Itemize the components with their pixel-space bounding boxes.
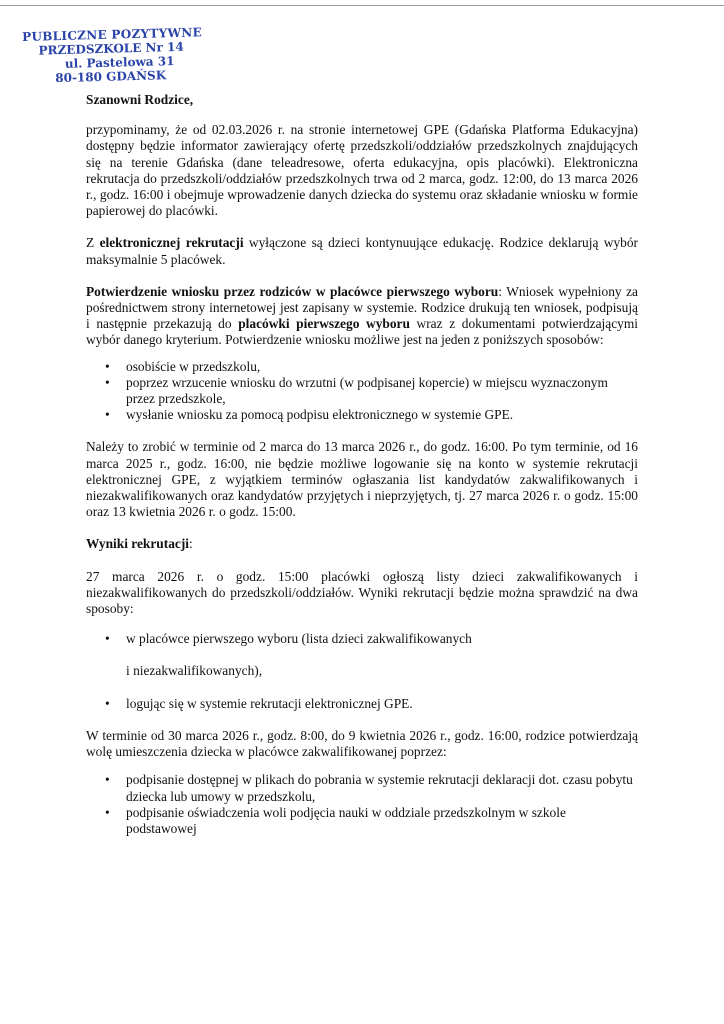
paragraph-confirm-will: W terminie od 30 marca 2026 r., godz. 8:00, do 9 kwietnia 2026 r., godz. 16:00, rodzice potwierdzają wolę umieszczenia dziecka w placówce zakwalifikowanej poprzez: (86, 727, 638, 760)
list-item: • logując się w systemie rekrutacji elektronicznej GPE. (86, 696, 638, 712)
paragraph-deadline: Należy to zrobić w terminie od 2 marca do 13 marca 2026 r., do godz. 16:00. Po tym terminie, od 16 marca 2025 r., godz. 16:00, nie będzie możliwe logowanie się na konto w systemie rekrutacji elektronicznej GPE, z wyjątkiem terminów ogłaszania list kandydatów zakwalifikowanych i niezakwalifikowanych oraz kandydatów przyjętych i nieprzyjętych, tj. 27 marca 2026 r. o godz. 15:00 oraz 13 kwietnia 2026 r. o godz. 15:00. (86, 439, 638, 520)
p2-bold: elektronicznej rekrutacji (99, 235, 244, 251)
stamp-line-school: PRZEDSZKOLE Nr 14 (38, 39, 184, 58)
school-stamp (22, 25, 203, 86)
list-item: • osobiście w przedszkolu, (86, 359, 638, 375)
p3-post: wraz z dokumentami potwierdzającymi wybór danego kryterium. Potwierdzenie wniosku możliwe jest na jeden z poniższych sposobów: (86, 316, 638, 348)
p3-bold-heading: Potwierdzenie wniosku przez rodziców w placówce pierwszego wyboru (86, 283, 499, 299)
greeting: Szanowni Rodzice, (86, 92, 194, 107)
list-item: • wysłanie wniosku za pomocą podpisu elektronicznego w systemie GPE. (86, 407, 638, 423)
list-item: • podpisanie oświadczenia woli podjęcia nauki w oddziale przedszkolnym w szkole podstawowej (86, 805, 638, 837)
scan-edge-line (0, 5, 724, 6)
results-heading-text: Wyniki rekrutacji (86, 536, 190, 552)
list-item: • w placówce pierwszego wyboru (lista dzieci zakwalifikowanych (86, 631, 638, 647)
p3-bold-first-choice: placówki pierwszego wyboru (238, 316, 410, 332)
list-item: • poprzez wrzucenie wniosku do wrzutni (w podpisanej kopercie) w miejscu wyznaczonym przez przedszkole, (86, 375, 638, 407)
confirmation-methods-list (86, 359, 638, 424)
p3-mid: : Wniosek wypełniony za pośrednictwem strony internetowej jest zapisany w systemie. Rodzice drukują ten wniosek, podpisują i następnie przekazują do (86, 283, 638, 332)
results-heading (86, 536, 638, 552)
p2-pre: Z (86, 235, 100, 251)
confirm-will-list (86, 772, 638, 837)
letter-body (86, 92, 638, 837)
list-item: • podpisanie dostępnej w plikach do pobrania w systemie rekrutacji deklaracji dot. czasu pobytu dziecka lub umowy w przedszkolu, (86, 772, 638, 804)
paragraph-results: 27 marca 2026 r. o godz. 15:00 placówki ogłoszą listy dzieci zakwalifikowanych i niezakwalifikowanych do przedszkoli/oddziałów. Wyniki rekrutacji będzie można sprawdzić na dwa sposoby: (86, 568, 638, 617)
results-methods-list (86, 631, 638, 712)
paragraph-confirmation (86, 284, 638, 349)
paragraph-electronic-recruitment (86, 235, 638, 267)
stamp-line-city: 80-180 GDAŃSK (55, 68, 167, 86)
paragraph-intro: przypominamy, że od 02.03.2026 r. na stronie internetowej GPE (Gdańska Platforma Edukacyjna) dostępny będzie informator zawierający ofertę przedszkoli/oddziałów przedszkolnych znajdujących się na terenie Gdańska (dane teleadresowe, oferta edukacyjna, opis placówki). Elektroniczna rekrutacja do przedszkoli/oddziałów przedszkolnych trwa od 2 marca, godz. 12:00, do 13 marca 2026 r., godz. 16:00 i obejmuje wprowadzenie danych dziecka do systemu oraz składanie wniosku w formie papierowej do placówki. (86, 122, 638, 219)
list-item-continuation: i niezakwalifikowanych), (126, 663, 263, 679)
p2-post: wyłączone są dzieci kontynuujące edukację. Rodzice deklarują wybór maksymalnie 5 placówek. (86, 235, 638, 267)
stamp-line-street: ul. Pastelowa 31 (64, 54, 175, 71)
stamp-line-name: PUBLICZNE POZYTYWNE (22, 25, 203, 44)
results-heading-colon: : (189, 536, 193, 552)
